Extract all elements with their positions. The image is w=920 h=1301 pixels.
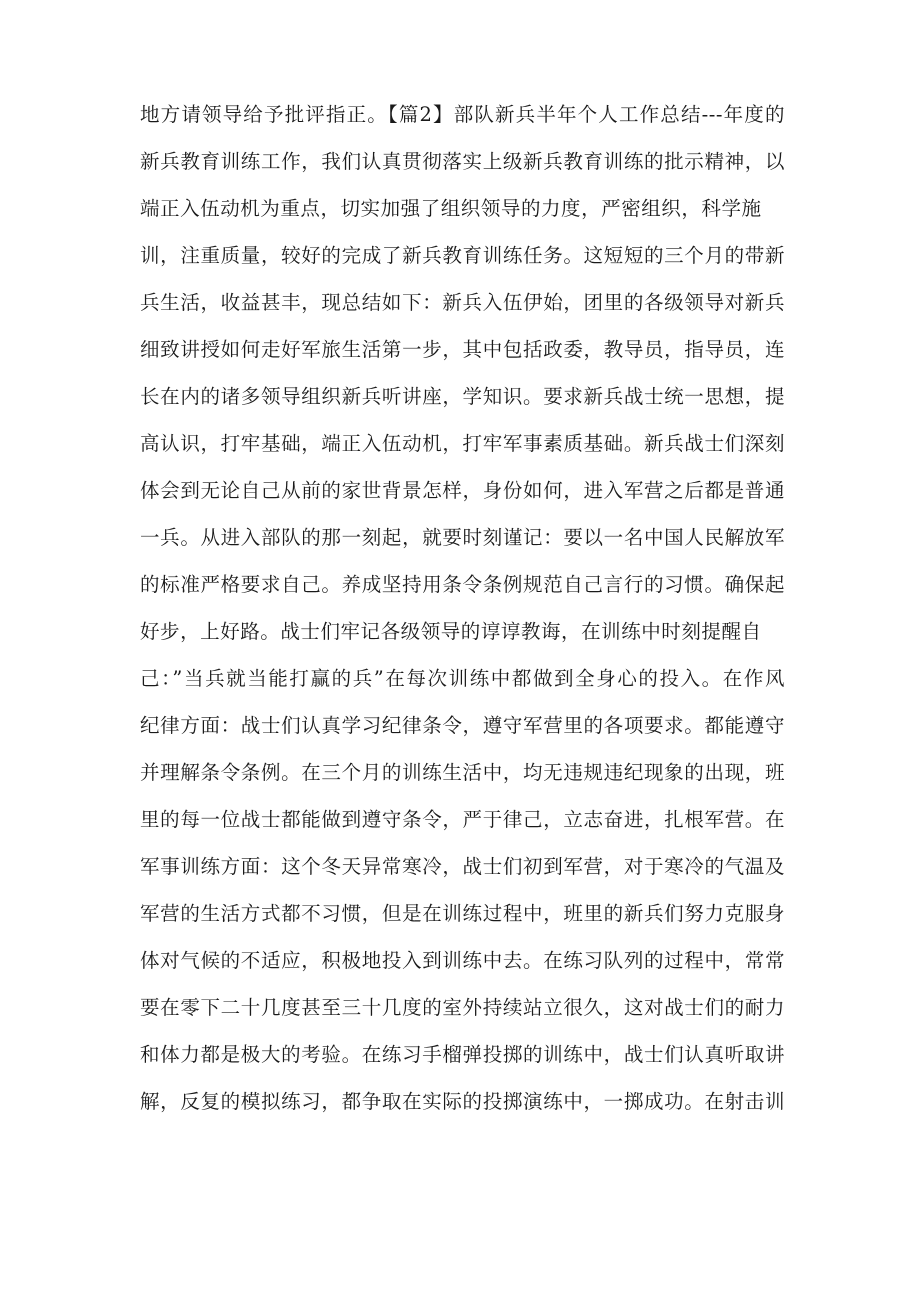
text-line: 军营的生活方式都不习惯，但是在训练过程中，班里的新兵们努力克服身	[140, 902, 785, 925]
text-line: 己：”当兵就当能打赢的兵”在每次训练中都做到全身心的投入。在作风	[140, 667, 785, 690]
text-line: 细致讲授如何走好军旅生活第一步，其中包括政委，教导员，指导员，连	[140, 338, 785, 361]
text-line: 的标准严格要求自己。养成坚持用条令条例规范自己言行的习惯。确保起	[140, 573, 785, 596]
text-line: 解，反复的模拟练习，都争取在实际的投掷演练中，一掷成功。在射击训	[140, 1090, 785, 1113]
text-line: 好步，上好路。战士们牢记各级领导的谆谆教诲，在训练中时刻提醒自	[140, 620, 762, 643]
text-line: 军事训练方面：这个冬天异常寒冷，战士们初到军营，对于寒冷的气温及	[140, 855, 785, 878]
text-line: 兵生活，收益甚丰，现总结如下：新兵入伍伊始，团里的各级领导对新兵	[140, 291, 785, 314]
text-line: 长在内的诸多领导组织新兵听讲座，学知识。要求新兵战士统一思想，提	[140, 385, 785, 408]
text-line: 纪律方面：战士们认真学习纪律条令，遵守军营里的各项要求。都能遵守	[140, 714, 785, 737]
text-line: 体对气候的不适应，积极地投入到训练中去。在练习队列的过程中，常常	[140, 949, 785, 972]
text-line: 并理解条令条例。在三个月的训练生活中，均无违规违纪现象的出现，班	[140, 761, 785, 784]
text-line: 一兵。从进入部队的那一刻起，就要时刻谨记：要以一名中国人民解放军	[140, 526, 785, 549]
text-line: 要在零下二十几度甚至三十几度的室外持续站立很久，这对战士们的耐力	[140, 996, 785, 1019]
text-line: 训，注重质量，较好的完成了新兵教育训练任务。这短短的三个月的带新	[140, 244, 785, 267]
text-line: 体会到无论自己从前的家世背景怎样，身份如何，进入军营之后都是普通	[140, 479, 785, 502]
text-line: 里的每一位战士都能做到遵守条令，严于律己，立志奋进，扎根军营。在	[140, 808, 785, 831]
text-line: 高认识，打牢基础，端正入伍动机，打牢军事素质基础。新兵战士们深刻	[140, 432, 785, 455]
text-line: 新兵教育训练工作，我们认真贯彻落实上级新兵教育训练的批示精神，以	[140, 150, 785, 173]
body-text	[140, 91, 785, 1125]
text-line: 和体力都是极大的考验。在练习手榴弹投掷的训练中，战士们认真听取讲	[140, 1043, 785, 1066]
text-line: 端正入伍动机为重点，切实加强了组织领导的力度，严密组织，科学施	[140, 197, 762, 220]
text-line: 地方请领导给予批评指正。【篇2】部队新兵半年个人工作总结---年度的	[140, 103, 785, 126]
